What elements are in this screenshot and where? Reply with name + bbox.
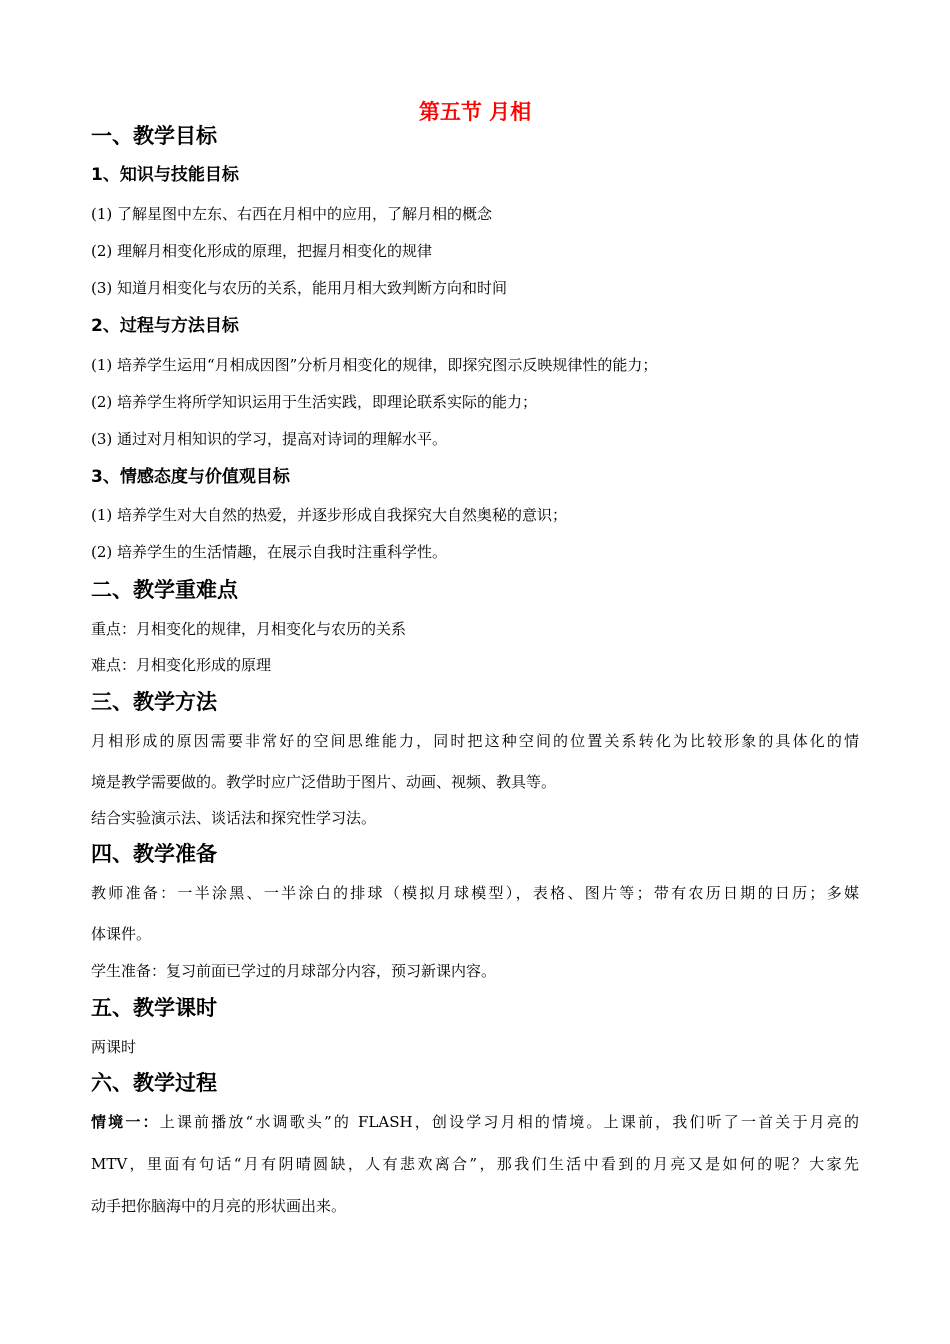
section-heading-process: 六、教学过程 <box>91 1071 217 1095</box>
paragraph-line: 动手把你脑海中的月亮的形状画出来。 <box>91 1197 347 1215</box>
paragraph-line: 两课时 <box>91 1038 137 1056</box>
page-title: 第五节 月相 <box>418 100 532 124</box>
list-item: (1) 了解星图中左东、右西在月相中的应用，了解月相的概念 <box>91 205 493 223</box>
list-item: (2) 理解月相变化形成的原理，把握月相变化的规律 <box>91 242 433 260</box>
paragraph-line: 难点：月相变化形成的原理 <box>91 656 272 674</box>
list-item: (3) 知道月相变化与农历的关系，能用月相大致判断方向和时间 <box>91 279 508 297</box>
subheading-process: 2、过程与方法目标 <box>91 316 239 336</box>
section-heading-periods: 五、教学课时 <box>91 996 217 1020</box>
list-item: (1) 培养学生运用“月相成因图”分析月相变化的规律，即探究图示反映规律性的能力； <box>91 356 658 374</box>
section-heading-key-points: 二、教学重难点 <box>91 578 238 602</box>
paragraph-line: 重点：月相变化的规律，月相变化与农历的关系 <box>91 620 407 638</box>
paragraph-line: MTV，里面有句话“月有阴晴圆缺，人有悲欢离合”，那我们生活中看到的月亮又是如何的呢？大家先 <box>91 1155 859 1173</box>
scenario-label: 情境一： <box>91 1113 160 1131</box>
list-item: (1) 培养学生对大自然的热爱，并逐步形成自我探究大自然奥秘的意识； <box>91 506 568 524</box>
paragraph-line: 学生准备：复习前面已学过的月球部分内容，预习新课内容。 <box>91 962 497 980</box>
section-heading-objectives: 一、教学目标 <box>91 124 217 148</box>
paragraph-line: 境是教学需要做的。教学时应广泛借助于图片、动画、视频、教具等。 <box>91 773 557 791</box>
scenario-text: 上课前播放“水调歌头”的 FLASH，创设学习月相的情境。上课前，我们听了一首关于月亮的 <box>159 1113 859 1131</box>
list-item: (2) 培养学生将所学知识运用于生活实践，即理论联系实际的能力； <box>91 393 538 411</box>
subheading-attitude: 3、情感态度与价值观目标 <box>91 467 290 487</box>
paragraph-line: 结合实验演示法、谈话法和探究性学习法。 <box>91 809 377 827</box>
section-heading-preparation: 四、教学准备 <box>91 842 217 866</box>
paragraph-line: 月相形成的原因需要非常好的空间思维能力，同时把这种空间的位置关系转化为比较形象的具体化的情 <box>91 732 859 750</box>
list-item: (2) 培养学生的生活情趣，在展示自我时注重科学性。 <box>91 543 448 561</box>
paragraph-line: 教师准备：一半涂黑、一半涂白的排球（模拟月球模型），表格、图片等；带有农历日期的日历；多媒 <box>91 884 859 902</box>
section-heading-methods: 三、教学方法 <box>91 690 217 714</box>
list-item: (3) 通过对月相知识的学习，提高对诗词的理解水平。 <box>91 430 448 448</box>
paragraph-line <box>91 1111 859 1133</box>
paragraph-line: 体课件。 <box>91 925 152 943</box>
subheading-knowledge: 1、知识与技能目标 <box>91 165 239 185</box>
